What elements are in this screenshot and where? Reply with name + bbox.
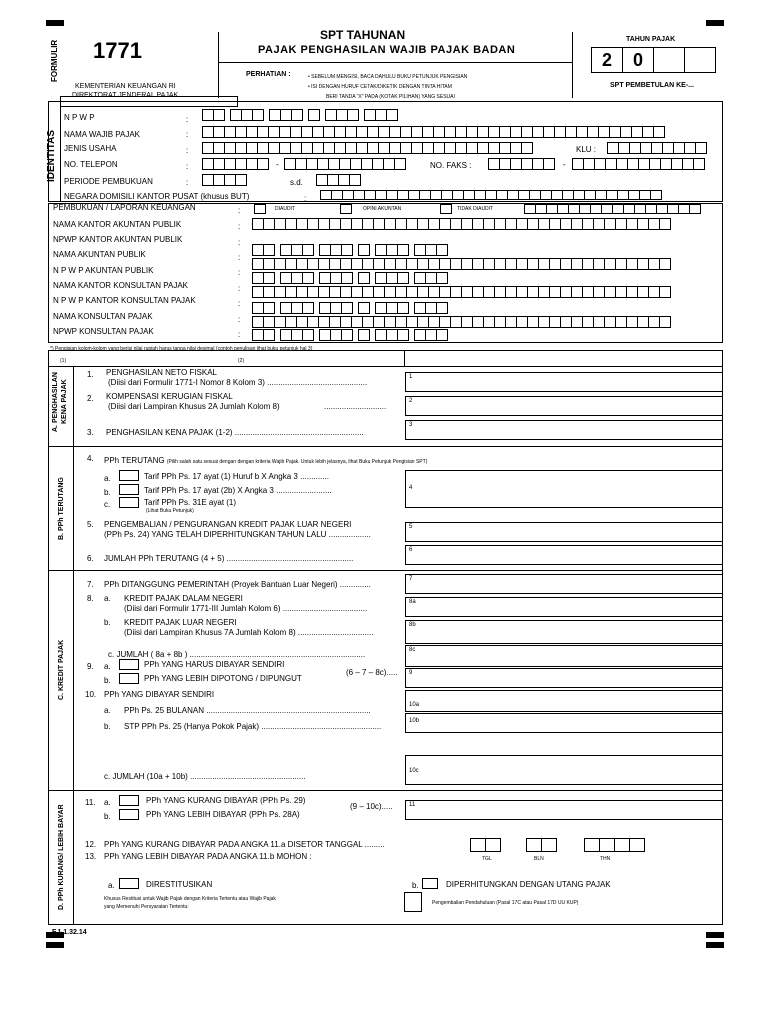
c-line10c-label: c. JUMLAH (10a + 10b) .................................................... [104,772,306,781]
negara-colon: : [304,194,307,203]
tahun-pajak-label: TAHUN PAJAK [626,36,676,43]
akuntan-nama-field[interactable] [252,258,670,270]
c-line9b-label: PPh YANG LEBIH DIPOTONG / DIPUNGUT [144,674,302,683]
telepon-colon: : [186,162,189,171]
identitas-label-divider [60,101,61,202]
amount-box-11[interactable] [405,800,723,820]
amount-box-5[interactable] [405,522,723,542]
section-c-label: C. KREDIT PAJAK [58,639,65,700]
negara-label: NEGARA DOMISILI KANTOR PUSAT (khusus BUT) [64,192,250,201]
amount-box-3-label: 3 [409,422,413,428]
nama-wp-label: NAMA WAJIB PAJAK [64,130,141,139]
kurang-dibayar-checkbox[interactable] [119,795,139,806]
table-note: *) Pengisian kolom-kolom yang berisi nilai rupiah harus tanpa nilai desimal (contoh penulisan lihat buku petunjuk hal 3) [50,346,313,352]
periode-start-field[interactable] [202,174,246,186]
direstitusikan-checkbox[interactable] [119,878,139,889]
akuntan-npwp-field[interactable] [252,272,447,284]
b-line4c-label: Tarif PPh Ps. 31E ayat (1) [144,498,237,507]
jenis-usaha-field[interactable] [202,142,532,154]
pengembalian-checkbox[interactable] [404,892,422,912]
negara-field[interactable] [320,190,661,200]
faks-number-field[interactable] [572,158,704,170]
b-line5-sub: (PPh Ps. 24) YANG TELAH DIPERHITUNGKAN TAHUN LALU ................... [104,530,371,539]
a-line3-label: PENGHASILAN KENA PAJAK (1-2) .......................................................... [106,428,364,437]
amount-box-8a-label: 8a [409,599,416,605]
identitas-label: IDENTITAS [46,129,57,182]
restitusi-note-2: yang Memenuhi Persyaratan Tertentu: [104,904,189,910]
akuntan-npwp-label: N P W P AKUNTAN PUBLIK [53,266,154,275]
c-line10a-label: PPh Ps. 25 BULANAN .......................................................................... [124,706,371,715]
amount-box-10b-label: 10b [409,718,420,724]
header-divider-right [572,32,573,98]
c-line7-num: 7. [87,580,94,589]
year-digit-2: 0 [622,47,654,73]
amount-box-5-label: 5 [409,524,413,530]
registration-mark-bottom-right [706,932,724,938]
a-line2-num: 2. [87,394,94,403]
d-line13-num: 13. [85,852,97,861]
d-line11-num: 11. [85,798,96,807]
nama-colon: : [186,130,189,139]
d-line11-formula: (9 – 10c)..... [350,802,393,811]
c-line8a-key: a. [104,594,111,603]
pengembalian-label: Pengembalian Pendahuluan (Pasal 17C atau Pasal 17D UU KUP) [432,900,579,906]
option-b-key: b. [412,881,419,890]
b-line4-title: PPh TERUTANG [104,456,165,465]
diaudit-checkbox[interactable] [254,204,266,214]
d-line11b-label: PPh YANG LEBIH DIBAYAR (PPh Ps. 28A) [146,810,300,819]
konsultan-npwp-field[interactable] [252,329,447,341]
b-line5-num: 5. [87,520,94,529]
d-line11b-key: b. [104,812,111,821]
diaudit-label: DIAUDIT [275,206,295,212]
tarif-31e-checkbox[interactable] [119,497,139,508]
c-line8b-label: KREDIT PAJAK LUAR NEGERI [124,618,237,627]
konsultan-nama-label: NAMA KONSULTAN PAJAK [53,312,153,321]
amount-box-10a[interactable] [405,690,723,712]
c-line8a-sub: (Diisi dari Formulir 1771-III Jumlah Kolom 6) ...................................... [124,604,368,613]
year-digit-1: 2 [591,47,623,73]
form-code: F.1.1.32.14 [52,929,87,936]
perhatian-line-1: • SEBELUM MENGISI, BACA DAHULU BUKU PETUNJUK PENGISIAN [308,74,468,80]
amount-box-1-label: 1 [409,374,413,380]
a-line2-label: KOMPENSASI KERUGIAN FISKAL [106,392,233,401]
telepon-area-field[interactable] [202,158,268,170]
c-line10-label: PPh YANG DIBAYAR SENDIRI [104,690,215,699]
a-line1-sub: (Diisi dari Formulir 1771-I Nomor 8 Kolom 3) ............................................. [108,378,368,387]
konsultan-nama-field[interactable] [252,316,670,328]
col2-header: (2) [238,358,245,364]
ministry-line-1: KEMENTERIAN KEUANGAN RI [75,83,176,90]
pembukuan-label: PEMBUKUAN / LAPORAN KEUANGAN [53,203,196,212]
amount-box-8a[interactable] [405,597,723,617]
jenis-colon: : [186,146,189,155]
identitas-header-box [60,96,238,107]
amount-box-4[interactable] [405,470,723,508]
d-line12-label: PPh YANG KURANG DIBAYAR PADA ANGKA 11.a DISETOR TANGGAL ......... [104,840,385,849]
section-a-label-2: KENA PAJAK [61,379,68,424]
periode-label: PERIODE PEMBUKUAN [64,177,153,186]
b-line4b-key: b. [104,488,111,497]
amount-box-2[interactable] [405,396,723,416]
d-line11a-label: PPh YANG KURANG DIBAYAR (PPh Ps. 29) [146,796,306,805]
perhatian-line-3: BERI TANDA "X" PADA (KOTAK PILIHAN) YANG SESUAI [326,94,455,100]
c-line9-num: 9. [87,662,94,671]
perhatian-label: PERHATIAN : [246,71,291,78]
amount-box-9[interactable] [405,668,723,688]
tidak-diaudit-label: TIDAK DIAUDIT [457,206,494,212]
c-line8-num: 8. [87,594,94,603]
b-line5-label: PENGEMBALIAN / PENGURANGAN KREDIT PAJAK LUAR NEGERI [104,520,352,529]
section-b-label: B. PPh TERUTANG [58,477,65,540]
spt-pembetulan-label: SPT PEMBETULAN KE-... [610,82,695,89]
amount-box-7-label: 7 [409,576,413,582]
b-line4b-label: Tarif PPh Ps. 17 ayat (2b) X Angka 3 ......................... [144,486,332,495]
b-line4c-key: c. [104,500,111,509]
kkp-npwp-field[interactable] [252,302,447,314]
amount-box-2-label: 2 [409,398,413,404]
registration-mark-bottom-left-2 [46,942,64,948]
kap-npwp-label: NPWP KANTOR AKUNTAN PUBLIK [53,235,183,244]
amount-box-3[interactable] [405,420,723,440]
c-line10a-key: a. [104,706,111,715]
b-line6-label: JUMLAH PPh TERUTANG (4 + 5) ......................................................... [104,554,354,563]
kap-nama-field[interactable] [252,218,670,230]
telepon-dash: - [276,160,279,169]
kap-nama-label: NAMA KANTOR AKUNTAN PUBLIK [53,220,182,229]
faks-label: NO. FAKS : [430,161,472,170]
c-line8a-label: KREDIT PAJAK DALAM NEGERI [124,594,243,603]
kap-nama-colon: : [238,222,241,231]
c-line8c-label: c. JUMLAH ( 8a + 8b ) ............................................................................... [108,650,366,659]
setor-thn-field[interactable] [584,838,644,852]
tarif-17-1b-checkbox[interactable] [119,470,139,481]
a-line2-dots: ............................ [324,402,387,411]
formulir-label: FORMULIR [50,39,59,82]
nama-wp-field[interactable] [202,126,664,138]
c-line8b-sub: (Diisi dari Lampiran Khusus 7A Jumlah Kolom 8) .................................. [124,628,374,637]
telepon-label: NO. TELEPON [64,160,118,169]
a-line1-label: PENGHASILAN NETO FISKAL [106,368,217,377]
c-line10-num: 10. [85,690,97,699]
periode-end-field[interactable] [316,174,360,186]
opini-label: OPINI AKUNTAN [363,206,402,212]
header-divider-left [218,32,219,98]
header-rule [218,62,572,63]
section-b-rule [48,570,723,571]
section-a-rule [48,446,723,447]
a-line2-sub: (Diisi dari Lampiran Khusus 2A Jumlah Kolom 8) [108,402,280,411]
ministry-line-2: DIREKTORAT JENDERAL PAJAK [72,92,179,99]
thn-label: THN [600,856,611,862]
amount-box-8b-label: 8b [409,622,416,628]
perhatian-line-2: • ISI DENGAN HURUF CETAK/DIKETIK DENGAN TINTA HITAM [308,84,452,90]
b-line4a-label: Tarif PPh Ps. 17 ayat (1) Huruf b X Angka 3 ............. [144,472,329,481]
spt-title: SPT TAHUNAN [320,28,406,42]
amount-box-10c-label: 10c [409,768,419,774]
lebih-dibayar-checkbox[interactable] [119,809,139,820]
option-a-key: a. [108,881,115,890]
c-line10b-key: b. [104,722,111,731]
diperhitungkan-checkbox[interactable] [422,878,438,889]
tgl-label: TGL [482,856,492,862]
telepon-number-field[interactable] [284,158,405,170]
amount-box-9-label: 9 [409,670,413,676]
c-line9a-key: a. [104,662,111,671]
faks-dash: - [563,160,566,169]
periode-sd: s.d. [290,178,303,187]
c-line10b-label: STP PPh Ps. 25 (Hanya Pokok Pajak) ...................................................... [124,722,382,731]
c-line8b-key: b. [104,618,111,627]
kkp-nama-label: NAMA KANTOR KONSULTAN PAJAK [53,281,188,290]
tahun-pajak-cells[interactable] [591,47,716,73]
d-line11a-key: a. [104,798,111,807]
bln-label: BLN [534,856,544,862]
npwp-label: N P W P [64,113,95,122]
b-line6-num: 6. [87,554,94,563]
b-line4c-note: (Lihat Buku Petunjuk) [146,508,194,514]
amount-box-7[interactable] [405,574,723,594]
periode-colon: : [186,178,189,187]
col-header-rule [48,366,723,367]
kap-npwp-colon: : [238,238,241,247]
akuntan-nama-colon: : [238,253,241,262]
c-line7-label: PPh DITANGGUNG PEMERINTAH (Proyek Bantuan Luar Negeri) .............. [104,580,371,589]
amount-box-11-label: 11 [409,802,416,808]
konsultan-npwp-colon: : [238,330,241,339]
amount-box-8c-label: 8c [409,647,416,653]
amount-box-10b[interactable] [405,713,723,733]
b-line4-label [104,456,427,465]
c-line9-formula: (6 – 7 – 8c)..... [346,668,398,677]
kkp-nama-colon: : [238,284,241,293]
registration-mark-top-left [46,20,64,26]
c-line9b-key: b. [104,676,111,685]
jenis-usaha-label: JENIS USAHA [64,144,117,153]
pembukuan-colon: : [238,206,241,215]
harus-dibayar-checkbox[interactable] [119,659,139,670]
kkp-npwp-colon: : [238,299,241,308]
setor-tgl-field[interactable] [470,838,500,852]
spt-subtitle: PAJAK PENGHASILAN WAJIB PAJAK BADAN [258,44,516,56]
option-b-label: DIPERHITUNGKAN DENGAN UTANG PAJAK [446,880,611,889]
kap-npwp-field[interactable] [252,244,447,256]
b-line4a-key: a. [104,474,111,483]
tarif-17-2b-checkbox[interactable] [119,484,139,495]
opini-checkbox[interactable] [340,204,352,214]
year-digit-3[interactable] [653,47,685,73]
amount-box-6-label: 6 [409,547,413,553]
opini-cells[interactable] [524,204,700,214]
amount-box-4-label: 4 [409,485,413,491]
amount-box-10a-label: 10a [409,702,420,708]
form-number: 1771 [93,38,142,63]
d-line12-num: 12. [85,840,97,849]
registration-mark-top-right [706,20,724,26]
a-line1-num: 1. [87,370,94,379]
col1-header: (1) [60,358,67,364]
amount-box-6[interactable] [405,545,723,565]
section-label-divider [73,366,74,925]
b-line4-num: 4. [87,454,94,463]
npwp-field[interactable] [202,109,397,121]
konsultan-nama-colon: : [238,315,241,324]
a-line3-num: 3. [87,428,94,437]
kkp-npwp-label: N P W P KANTOR KONSULTAN PAJAK [53,296,196,305]
tidak-diaudit-checkbox[interactable] [440,204,452,214]
konsultan-npwp-label: NPWP KONSULTAN PAJAK [53,327,154,336]
section-c-rule [48,790,723,791]
klu-field[interactable] [607,142,706,154]
faks-area-field[interactable] [488,158,554,170]
akuntan-npwp-colon: : [238,268,241,277]
amount-box-8c[interactable] [405,645,723,667]
akuntan-nama-label: NAMA AKUNTAN PUBLIK [53,250,146,259]
setor-bln-field[interactable] [526,838,556,852]
section-a-label-1: A. PENGHASILAN [52,372,59,432]
amount-box-1[interactable] [405,372,723,392]
amount-box-10c[interactable] [405,755,723,785]
c-line9a-label: PPh YANG HARUS DIBAYAR SENDIRI [144,660,285,669]
amount-box-8b[interactable] [405,620,723,644]
section-d-label: D. PPh KURANG/ LEBIH BAYAR [58,804,65,910]
lebih-dipotong-checkbox[interactable] [119,673,139,684]
option-a-label: DIRESTITUSIKAN [146,880,213,889]
year-digit-4[interactable] [684,47,716,73]
klu-label: KLU : [576,145,597,154]
kkp-nama-field[interactable] [252,286,670,298]
restitusi-note-1: Khusus Restitusi untuk Wajib Pajak dengan Kriteria Tertentu atau Wajib Pajak [104,896,276,902]
b-line4-note: (Pilih salah satu sesuai dengan dengan kriteria Wajib Pajak. Untuk lebih jelasnya, lihat Buku Petunjuk Pengisian SPT) [166,459,428,465]
col-divider [404,350,405,366]
npwp-colon: : [186,115,189,124]
registration-mark-bottom-right-2 [706,942,724,948]
d-line13-label: PPh YANG LEBIH DIBAYAR PADA ANGKA 11.b MOHON : [104,852,312,861]
